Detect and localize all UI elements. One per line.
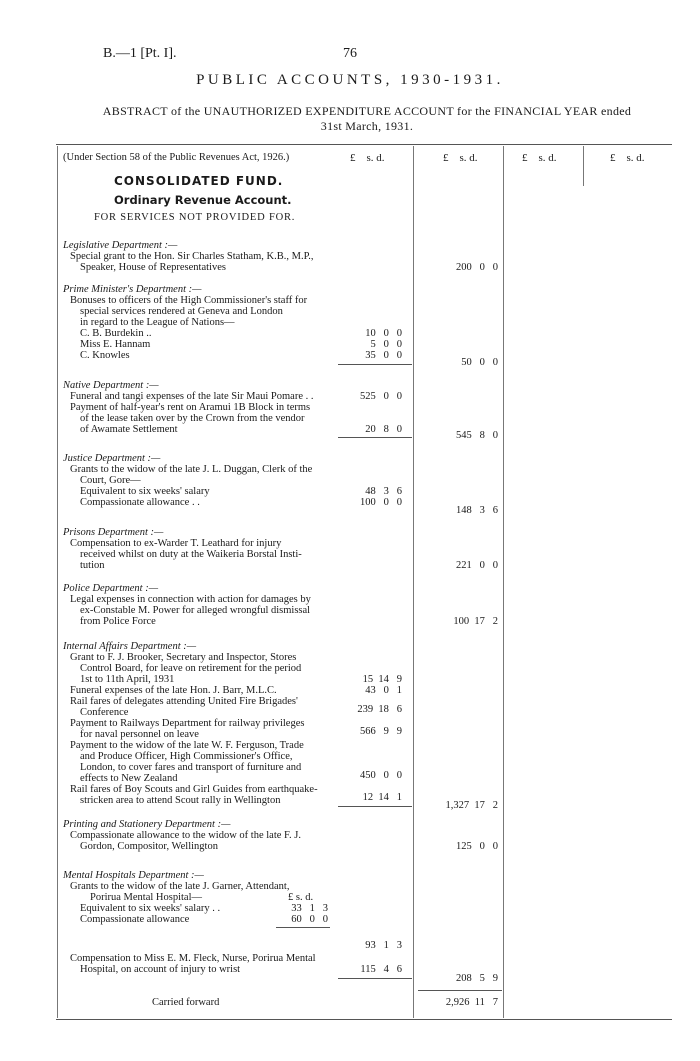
inner-subtotal-rule [276, 927, 330, 928]
entry-line: Payment to Railways Department for railway privileges [70, 718, 305, 729]
line-amount: 115 4 6 [360, 964, 402, 975]
entry-line: Miss E. Hannam [80, 339, 151, 350]
entry-line: Control Board, for leave on retirement for the period [80, 663, 302, 674]
statute-reference: (Under Section 58 of the Public Revenues Act, 1926.) [63, 152, 290, 163]
table-bottom-rule [56, 1019, 672, 1020]
line-amount: 48 3 6 [365, 486, 402, 497]
entry-line: and Produce Officer, High Commissioner's Office, [80, 751, 293, 762]
entry-line: Grants to the widow of the late J. L. Duggan, Clerk of the [70, 464, 313, 475]
entry-line: of the lease taken over by the Crown from the vendor [80, 413, 305, 424]
entry-line: Payment of half-year's rent on Aramui 1B Block in terms [70, 402, 311, 413]
inner-amount: 33 1 3 [291, 903, 328, 914]
dept-heading-prisons: Prisons Department :— [63, 527, 164, 538]
left-margin-line [57, 146, 58, 1018]
entry-line: Rail fares of Boy Scouts and Girl Guides from earthquake- [70, 784, 318, 795]
dept-heading-police: Police Department :— [63, 583, 159, 594]
dept-heading-printing: Printing and Stationery Department :— [63, 819, 231, 830]
page-title: PUBLIC ACCOUNTS, 1930-1931. [196, 72, 504, 88]
subtotal-rule [338, 437, 412, 438]
column-header-2: £ s. d. [443, 152, 478, 164]
dept-total-internal-affairs: 1,327 17 2 [445, 800, 498, 811]
dept-heading-internal-affairs: Internal Affairs Department :— [63, 641, 197, 652]
column-divider-2 [503, 146, 504, 1018]
dept-total-prime-minister: 50 0 0 [461, 357, 498, 368]
line-amount: 15 14 9 [362, 674, 402, 685]
entry-line: Hospital, on account of injury to wrist [80, 964, 241, 975]
line-amount: 450 0 0 [360, 770, 402, 781]
entry-line: Conference [80, 707, 129, 718]
entry-line: Equivalent to six weeks' salary [80, 486, 210, 497]
page-header [0, 46, 700, 66]
entry-line: Grant to F. J. Brooker, Secretary and Inspector, Stores [70, 652, 297, 663]
entry-line: Rail fares of delegates attending United Fire Brigades' [70, 696, 298, 707]
entry-line: Bonuses to officers of the High Commissioner's staff for [70, 295, 308, 306]
dept-heading-prime-minister: Prime Minister's Department :— [63, 284, 202, 295]
dept-total-police: 100 17 2 [453, 616, 498, 627]
carried-forward-total: 2,926 11 7 [445, 997, 498, 1008]
dept-total-legislative: 200 0 0 [456, 262, 498, 273]
line-amount: 239 18 6 [357, 704, 402, 715]
entry-line: C. Knowles [80, 350, 130, 361]
entry-line: Compensation to ex-Warder T. Leathard for injury [70, 538, 282, 549]
entry-line: Special grant to the Hon. Sir Charles Statham, K.B., M.P., [70, 251, 314, 262]
subtotal-rule [338, 806, 412, 807]
dept-total-justice: 148 3 6 [456, 505, 498, 516]
entry-line: tution [80, 560, 105, 571]
table-top-rule [56, 144, 672, 145]
line-amount: 35 0 0 [365, 350, 402, 361]
entry-line: Funeral and tangi expenses of the late Sir Maui Pomare . . [70, 391, 314, 402]
abstract-line-2: 31st March, 1931. [320, 119, 414, 133]
dept-heading-mental-hospitals: Mental Hospitals Department :— [63, 870, 204, 881]
entry-line: Speaker, House of Representatives [80, 262, 226, 273]
total-rule [418, 990, 502, 991]
lsd-header: £ s. d. [288, 892, 314, 903]
column-header-3: £ s. d. [522, 152, 557, 164]
entry-line: in regard to the League of Nations— [80, 317, 235, 328]
line-amount: 93 1 3 [365, 940, 402, 951]
dept-total-prisons: 221 0 0 [456, 560, 498, 571]
entry-line: C. B. Burdekin .. [80, 328, 152, 339]
entry-line: ex-Constable M. Power for alleged wrongful dismissal [80, 605, 311, 616]
line-amount: 10 0 0 [365, 328, 402, 339]
entry-line: Funeral expenses of the late Hon. J. Barr, M.L.C. [70, 685, 277, 696]
entry-line: 1st to 11th April, 1931 [80, 674, 175, 685]
line-amount: 100 0 0 [360, 497, 402, 508]
abstract-heading [62, 104, 672, 134]
entry-line: Compensation to Miss E. M. Fleck, Nurse, Porirua Mental [70, 953, 316, 964]
subtotal-rule [338, 978, 412, 979]
carried-forward-label: Carried forward [152, 997, 220, 1008]
line-amount: 12 14 1 [362, 792, 402, 803]
line-amount: 20 8 0 [365, 424, 402, 435]
dept-heading-justice: Justice Department :— [63, 453, 161, 464]
entry-line: Legal expenses in connection with action for damages by [70, 594, 311, 605]
line-amount: 566 9 9 [360, 726, 402, 737]
page-number: 76 [343, 46, 357, 61]
dept-total-native: 545 8 0 [456, 430, 498, 441]
entry-line: from Police Force [80, 616, 156, 627]
column-divider-3 [583, 146, 584, 186]
entry-line: for naval personnel on leave [80, 729, 199, 740]
services-note: FOR SERVICES NOT PROVIDED FOR. [94, 212, 296, 223]
entry-line: Compassionate allowance to the widow of the late F. J. [70, 830, 301, 841]
entry-line: Grants to the widow of the late J. Garner, Attendant, [70, 881, 290, 892]
dept-total-printing: 125 0 0 [456, 841, 498, 852]
abstract-line-1: ABSTRACT of the UNAUTHORIZED EXPENDITURE ACCOUNT for the FINANCIAL YEAR ended [102, 104, 632, 118]
entry-line: special services rendered at Geneva and London [80, 306, 283, 317]
entry-line: received whilst on duty at the Waikeria Borstal Insti- [80, 549, 302, 560]
dept-heading-legislative: Legislative Department :— [63, 240, 178, 251]
subtotal-rule [338, 364, 412, 365]
dept-heading-native: Native Department :— [63, 380, 159, 391]
dept-total-mental-hospitals: 208 5 9 [456, 973, 498, 984]
entry-line: London, to cover fares and transport of furniture and [80, 762, 302, 773]
entry-line: Porirua Mental Hospital— [90, 892, 202, 903]
entry-line: Compassionate allowance . . [80, 497, 200, 508]
entry-line: Court, Gore— [80, 475, 141, 486]
entry-line: Compassionate allowance [80, 914, 190, 925]
entry-line: Gordon, Compositor, Wellington [80, 841, 218, 852]
entry-line: Payment to the widow of the late W. F. Ferguson, Trade [70, 740, 304, 751]
line-amount: 43 0 1 [365, 685, 402, 696]
column-header-1: £ s. d. [350, 152, 385, 164]
document-reference: B.—1 [Pt. I]. [103, 46, 177, 61]
column-header-4: £ s. d. [610, 152, 645, 164]
account-title: Ordinary Revenue Account. [114, 193, 292, 207]
column-divider-1 [413, 146, 414, 1018]
inner-amount: 60 0 0 [291, 914, 328, 925]
line-amount: 525 0 0 [360, 391, 402, 402]
entry-line: effects to New Zealand [80, 773, 178, 784]
entry-line: stricken area to attend Scout rally in Wellington [80, 795, 281, 806]
line-amount: 5 0 0 [370, 339, 402, 350]
entry-line: of Awamate Settlement [80, 424, 178, 435]
entry-line: Equivalent to six weeks' salary . . [80, 903, 221, 914]
fund-title: CONSOLIDATED FUND. [114, 174, 284, 188]
